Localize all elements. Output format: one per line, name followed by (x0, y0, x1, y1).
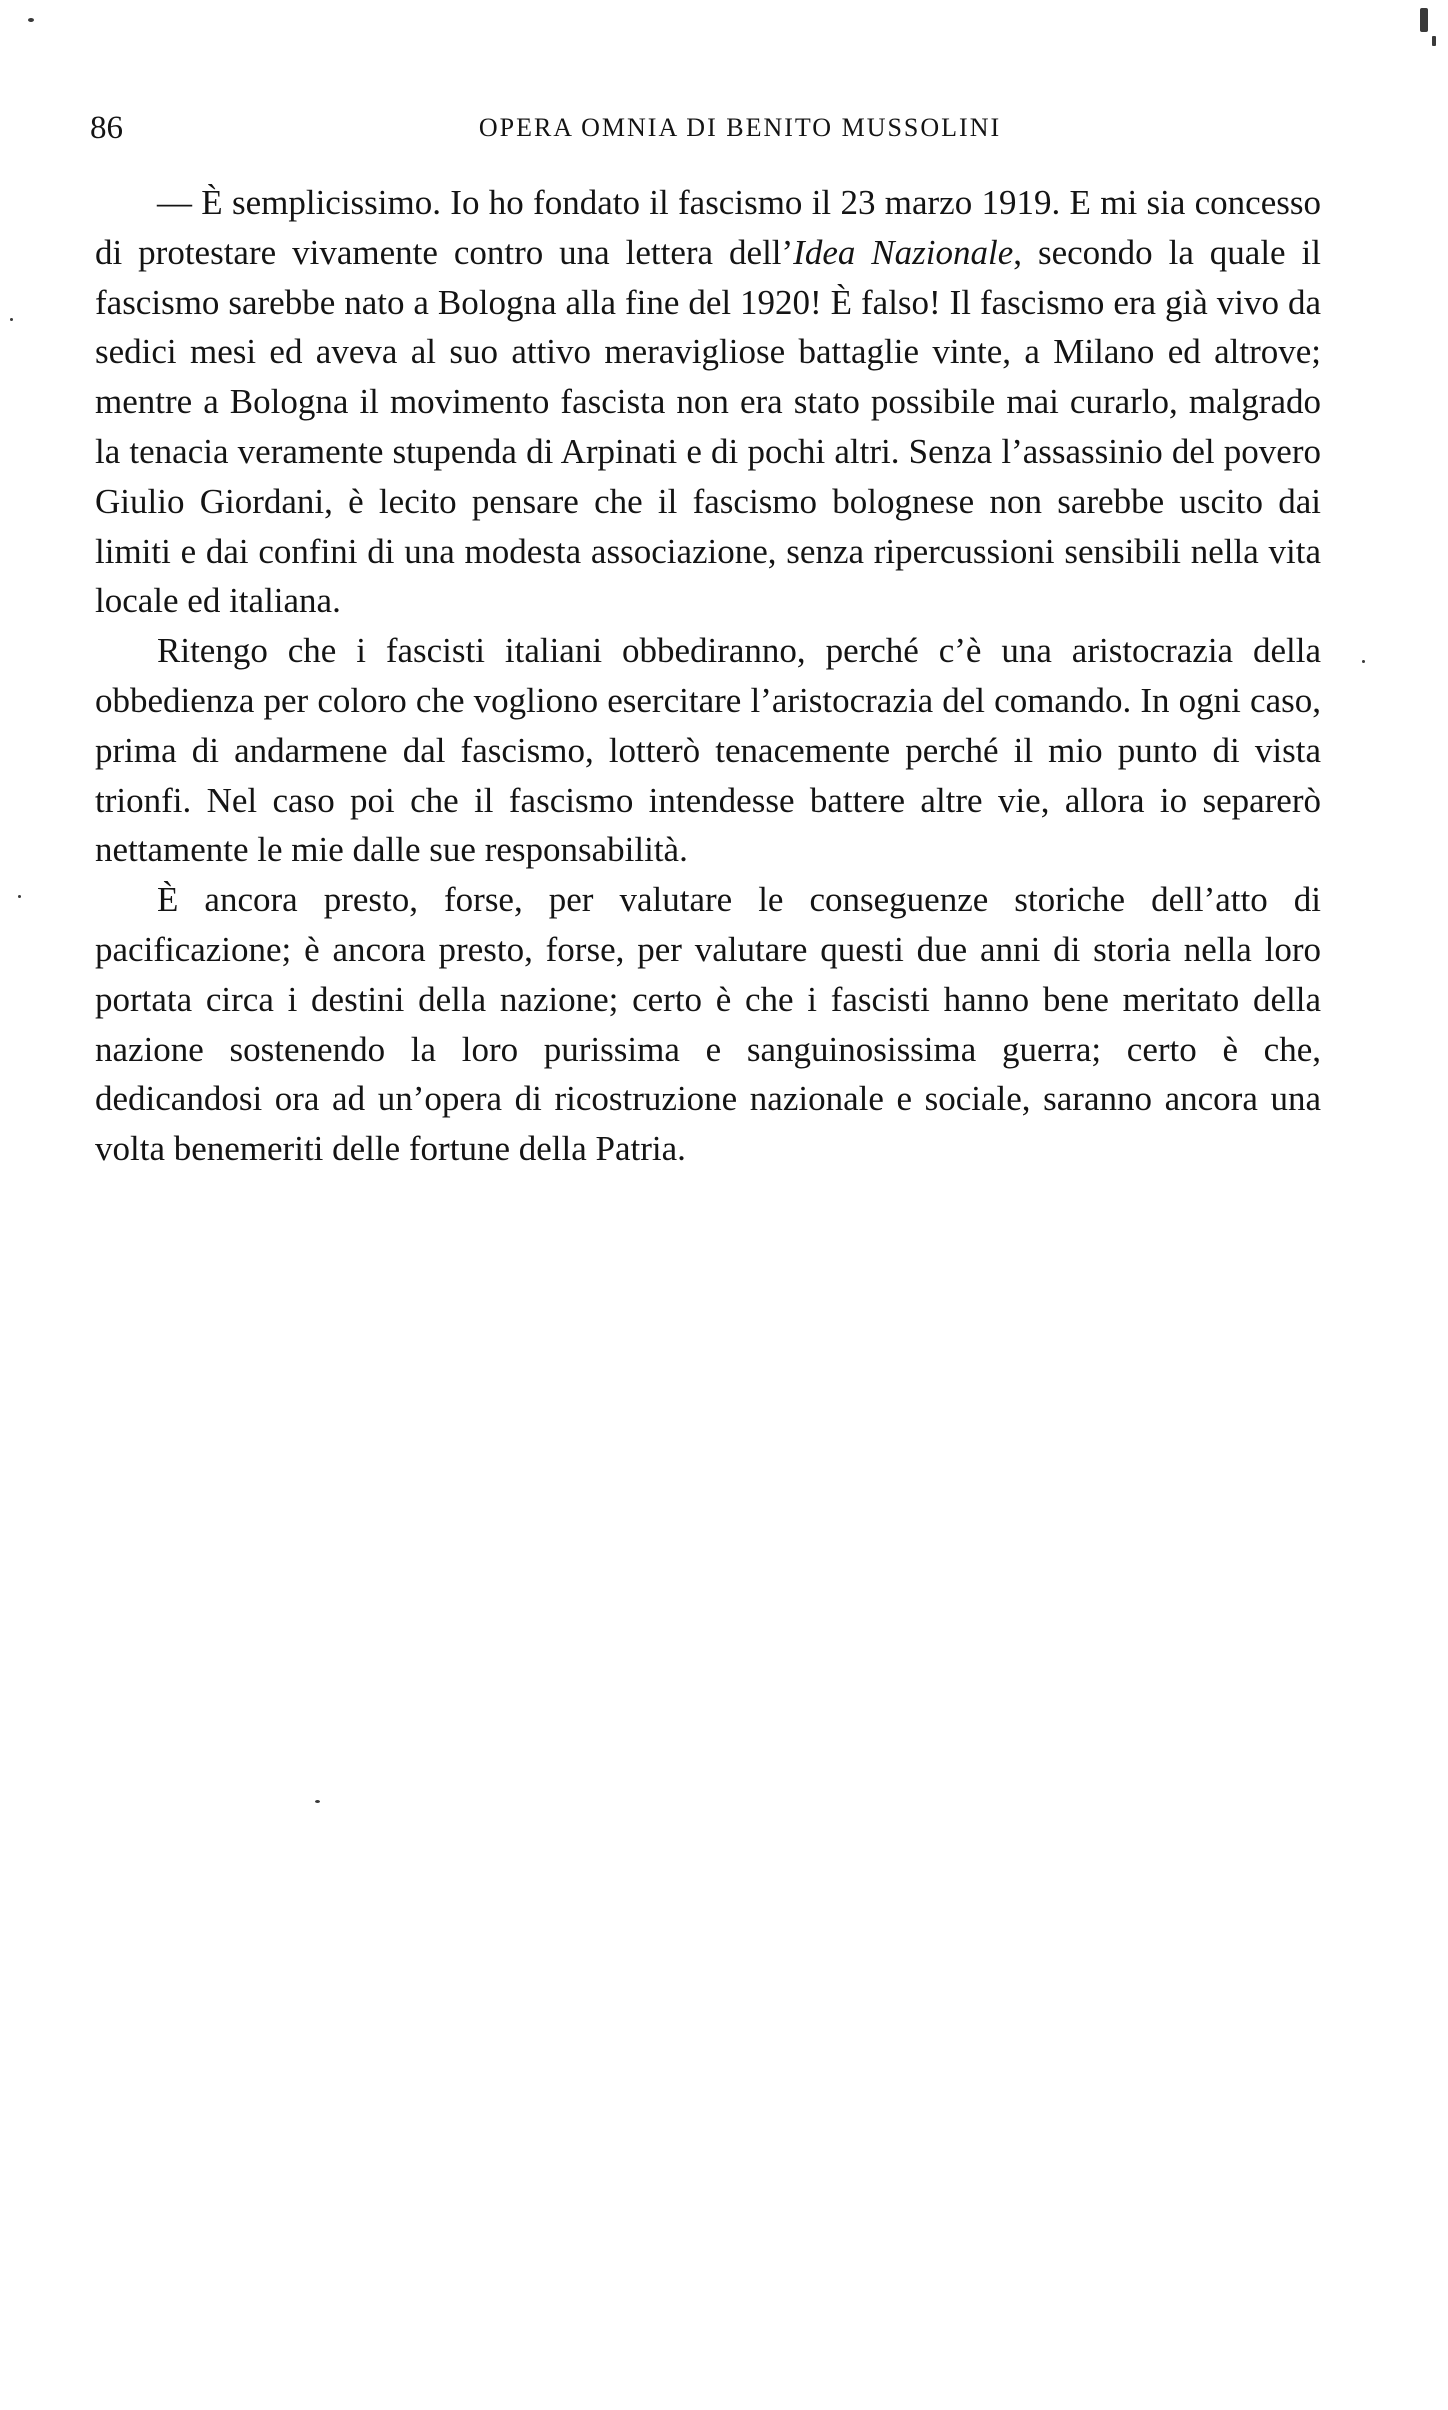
body-text (95, 178, 1321, 1174)
page-number: 86 (90, 110, 123, 146)
paragraph-1-text-end: , secondo la quale il fascismo sarebbe nato a Bologna alla fine del 1920! È falso! Il fascismo era già vivo da sedici mesi ed aveva al suo attivo meravigliose battaglie vinte, a Milano ed altrove; mentre a Bologna il movimento fascista non era stato possibile mai curarlo, malgrado la tenacia veramente stupenda di Arpinati e di pochi altri. Senza l’assassinio del povero Giulio Giordani, è lecito pensare che il fascismo bolognese non sarebbe uscito dai limiti e dai confini di una modesta associazione, senza ripercussioni sensibili nella vita locale ed italiana. (95, 232, 1321, 621)
running-head (90, 108, 1330, 148)
paragraph-2: Ritengo che i fascisti italiani obbediranno, perché c’è una aristocrazia della obbedienza per coloro che vogliono esercitare l’aristocrazia del comando. In ogni caso, prima di andarmene dal fascismo, lotterò tenacemente perché il mio punto di vista trionfi. Nel caso poi che il fascismo intendesse battere altre vie, allora io separerò nettamente le mie dalle sue responsabilità. (95, 631, 1321, 870)
scan-speck (315, 1800, 320, 1803)
scan-speck (1420, 8, 1428, 32)
paragraph-1-text-start: — È semplicissimo. Io ho fondato il fascismo il 23 marzo 1919. E mi sia concesso di protestare vivamente contro una lettera dell’ (95, 183, 1321, 272)
scan-speck (10, 318, 13, 321)
scan-speck (1362, 660, 1365, 663)
scan-speck (1432, 36, 1436, 46)
newspaper-title: Idea Nazionale (793, 232, 1014, 272)
scan-speck (28, 18, 34, 22)
scan-speck (18, 895, 21, 898)
running-title: OPERA OMNIA DI BENITO MUSSOLINI (478, 113, 1002, 142)
paragraph-3: È ancora presto, forse, per valutare le conseguenze storiche dell’atto di pacificazione; è ancora presto, forse, per valutare questi due anni di storia nella loro portata circa i destini della nazione; certo è che i fascisti hanno bene meritato della nazione sostenendo la loro purissima e sanguinosissima guerra; certo è che, dedicandosi ora ad un’opera di ricostruzione nazionale e sociale, saranno ancora una volta benemeriti delle fortune della Patria. (95, 880, 1321, 1169)
paragraph-1 (95, 178, 1321, 626)
